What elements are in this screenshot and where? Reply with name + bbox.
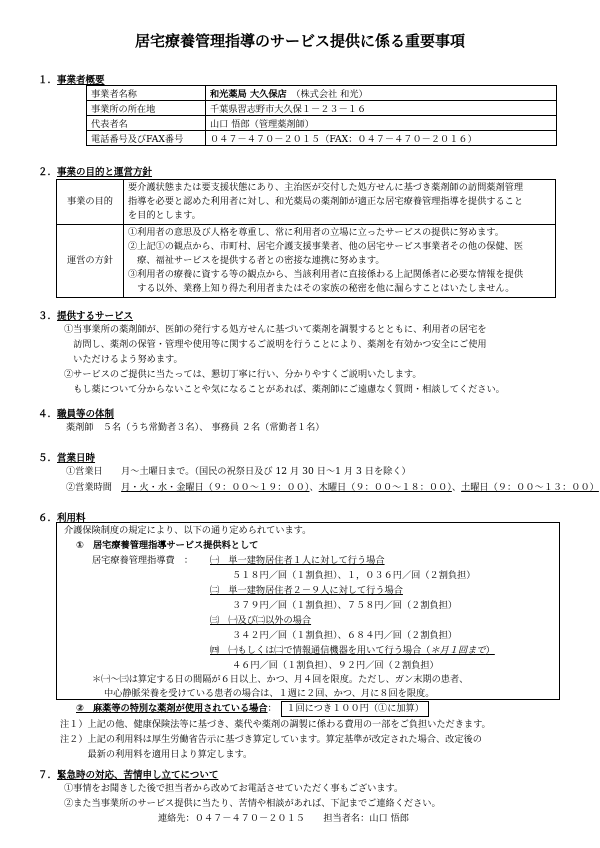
business-hours (66, 481, 599, 495)
row-key: 事業者名称 (87, 86, 206, 101)
fee-label: 居宅療養管理指導費 ： (92, 555, 194, 566)
fee-item-2-price: ３７９円／回（１割負担）、７５８円／回（２割負担） (232, 600, 458, 611)
fee-item-1 (210, 554, 385, 568)
row-key: 電話番号及びFAX番号 (87, 131, 206, 146)
text-line: ②上記①の観点から、市町村、居宅介護支援事業者、他の居宅サービス事業者その他の保健、医 (128, 241, 524, 252)
fee-item-3-price: ３４２円／回（１割負担）、６８４円／回（２割負担） (232, 630, 458, 641)
fee-item-head: ㈣ ㈠もしくは㈡で情報通信機器を用いて行う場合（ (210, 645, 431, 656)
separator: ： (267, 703, 273, 714)
text-line: 要介護状態または要支援状態にあり、主治医が交付した処方せんに基づき薬剤師の訪問薬剤管理 (128, 182, 524, 193)
table-row (87, 86, 557, 101)
section-2-heading (38, 164, 152, 178)
section-number: ２． (38, 167, 58, 178)
section-title: 事業者概要 (57, 75, 105, 86)
text-line: 療、福祉サービスを提供する者との密接な連携に努めます。 (128, 255, 385, 266)
fee-item-note: ＊月１回まで (430, 645, 486, 656)
company-name: （株式会社 和光） (295, 89, 368, 100)
contact-phone: ０４７－４７０－２０１５ (194, 813, 305, 824)
section-title: 営業日時 (57, 453, 96, 464)
fee-item-4-price: ４６円／回（１割負担）、９２円／回（２割負担） (232, 660, 439, 671)
hours-label: ②営業時間 (66, 482, 122, 493)
contact-label: 連絡先： (158, 813, 195, 824)
business-overview-table (86, 85, 557, 146)
fee-subheading-2 (76, 701, 429, 717)
section-title: 利用料 (57, 513, 86, 524)
text-line: 注２）上記の利用料は厚生労働省告示に基づき算定しています。算定基準が改定された場合、改定後の (60, 734, 482, 745)
row-key: 事業所の所在地 (87, 101, 206, 116)
table-row (87, 116, 557, 131)
text-line: ①利用者の意思及び人格を尊重し、常に利用者の立場に立ったサービスの提供に努めます。 (128, 227, 504, 238)
hours-saturday: 土曜日（９：００～１３：００） (461, 482, 599, 493)
table-row (57, 180, 556, 225)
row-value (124, 180, 556, 225)
section-title: 提供するサービス (57, 311, 134, 322)
row-value (124, 225, 556, 298)
section-number: ３． (38, 311, 58, 322)
text-line: ②サービスのご提供に当たっては、懇切丁寧に行い、分かりやすくご説明いたします。 (64, 369, 422, 380)
hours-thursday: 木曜日（９：００～１８：００） (318, 482, 452, 493)
hours-weekday: 月・火・水・金曜日（９：００～１９：００） (121, 482, 310, 493)
row-value (206, 86, 557, 101)
table-row (57, 225, 556, 298)
fee-item-2 (210, 584, 403, 598)
text-line: 訪問し、薬剤の保管・管理や使用等に関するご説明を行うことにより、薬剤を有効かつ安全にご使用 (64, 339, 487, 350)
fee-note-a: ＊㈠～㈢は算定する日の間隔が６日以上、かつ、月４回を限度。ただし、ガン末期の患者、 (92, 674, 469, 685)
section-1-heading (38, 72, 105, 86)
section-number: １． (38, 75, 58, 86)
row-key: 運営の方針 (57, 225, 124, 298)
fee-item-head: ㈠ 単一建物居住者１人に対して行う場合 (210, 555, 385, 566)
text-line: する以外、業務上知り得た利用者またはその家族の秘密を他に漏らすことはいたしません。 (128, 283, 515, 294)
special-drug-label: ② 麻薬等の特別な薬剤が使用されている場合 (76, 703, 268, 714)
section-3-heading (38, 308, 133, 322)
text-line: 指導を必要と認めた利用者に対し、和光薬局の薬剤師が適正な居宅療養管理指導を提供すること (128, 196, 524, 207)
text-line: いただけるよう努めます。 (64, 354, 183, 365)
section-title: 緊急時の対応、苦情申し立てについて (57, 770, 219, 781)
purpose-policy-table (56, 179, 556, 298)
fee-item-3 (210, 614, 311, 628)
emergency-text (64, 781, 441, 811)
text-line: 最新の利用料を適用日より算定します。 (60, 749, 253, 760)
fee-intro: 介護保険制度の規定により、以下の通り定められています。 (64, 525, 312, 536)
service-description (64, 322, 505, 397)
row-value: 千葉県習志野市大久保１－２３－１６ (206, 101, 557, 116)
row-key: 代表者名 (87, 116, 206, 131)
text-line: ①事情をお聞きした後で担当者から改めてお電話させていただく事もございます。 (64, 783, 404, 794)
fee-item-head: ㈡ 単一建物居住者２－９人に対して行う場合 (210, 585, 403, 596)
text-line: もし薬について分からないことや気になることがあれば、薬剤師にご遠慮なく質問・相談してください。 (64, 384, 505, 395)
business-name: 和光薬局 大久保店 (210, 89, 287, 100)
fee-item-tail: ） (485, 645, 495, 656)
fee-note-b: 中心静脈栄養を受けている患者の場合は、１週に２回、かつ、月に８回を限度。 (104, 688, 435, 699)
table-row (87, 101, 557, 116)
fee-item-1-price: ５１８円／回（１割負担）、１，０３６円／回（２割負担） (232, 570, 476, 581)
text-line: ②また当事業所のサービス提供に当たり、苦情や相談があれば、下記までご連絡ください。 (64, 798, 441, 809)
text-line: 注１）上記の他、健康保険法等に基づき、薬代や薬剤の調製に係わる費用の一部をご負担いただきます。 (60, 719, 491, 730)
business-days: ①営業日 月～土曜日まで。（国民の祝祭日及び 12 月 30 日～1 月 3 日を除く） (66, 466, 411, 477)
separator: 、 (451, 482, 462, 493)
fee-item-head: ㈢ ㈠及び㈡以外の場合 (210, 615, 312, 626)
row-key: 事業の目的 (57, 180, 124, 225)
section-4-heading (38, 406, 114, 420)
section-number: ５． (38, 453, 58, 464)
row-value: 山口 悟郎（管理薬剤師） (206, 116, 557, 131)
separator: 、 (309, 482, 319, 493)
page-title: 居宅療養管理指導のサービス提供に係る重要事項 (134, 32, 465, 50)
contact-line (158, 812, 409, 826)
contact-person: 山口 悟郎 (369, 813, 409, 824)
table-row (87, 131, 557, 146)
staff-line: 薬剤師 ５名（うち常勤者３名）、 事務員 ２名（常勤者１名） (66, 422, 325, 433)
section-7-heading (38, 767, 218, 781)
section-number: ６． (38, 513, 58, 524)
text-line: ③利用者の療養に資する等の観点から、当該利用者に直接係わる上記関係者に必要な情報を提供 (128, 269, 524, 280)
section-title: 職員等の体制 (57, 409, 115, 420)
section-title: 事業の目的と運営方針 (57, 167, 153, 178)
section-number: ７． (38, 770, 58, 781)
row-value: ０４７－４７０－２０１５（FAX：０４７－４７０－２０１６） (206, 131, 557, 146)
special-drug-fee: １回につき１００円（①に加算） (281, 701, 429, 717)
text-line: ①当事業所の薬剤師が、医師の発行する処方せんに基づいて薬剤を調製するとともに、利用者の居宅を (64, 324, 487, 335)
section-5-heading (38, 450, 95, 464)
fee-notes (60, 717, 491, 762)
fee-item-4 (210, 644, 495, 658)
fee-subheading-1: ① 居宅療養管理指導サービス提供料として (76, 540, 259, 551)
contact-person-label: 担当者名： (323, 813, 370, 824)
text-line: を目的とします。 (128, 210, 201, 221)
section-number: ４． (38, 409, 58, 420)
